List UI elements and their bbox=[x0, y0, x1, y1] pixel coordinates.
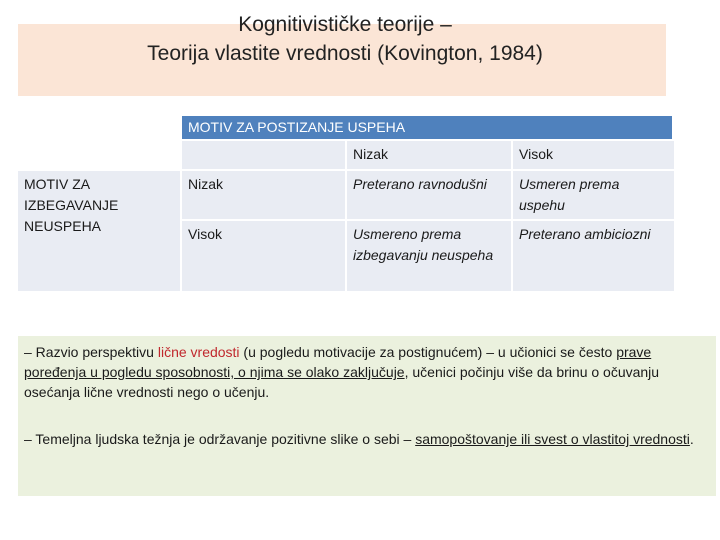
motivation-table bbox=[18, 116, 674, 293]
row-group-label: MOTIV ZA IZBEGAVANJE NEUSPEHA bbox=[18, 171, 182, 293]
slide-title bbox=[0, 10, 690, 68]
title-line-1: Kognitivističke teorije – bbox=[238, 13, 452, 36]
title-line-2: Teorija vlastite vrednosti (Kovington, 1984) bbox=[147, 42, 543, 65]
table-cell: Preterano ambiciozni bbox=[513, 221, 674, 293]
table-cell: Usmeren prema uspehu bbox=[513, 171, 674, 221]
underlined-phrase: samopoštovanje ili svest o vlastitoj vrednosti bbox=[415, 431, 690, 447]
column-corner-cell bbox=[182, 141, 347, 171]
row-label-visok: Visok bbox=[182, 221, 347, 293]
row-label-nizak: Nizak bbox=[182, 171, 347, 221]
paragraph-2: – Temeljna ljudska težnja je održavanje pozitivne slike o sebi – samopoštovanje ili svest o vlastitoj vrednosti. bbox=[24, 431, 694, 447]
table-header: MOTIV ZA POSTIZANJE USPEHA bbox=[182, 116, 674, 141]
column-header-nizak: Nizak bbox=[347, 141, 513, 171]
highlight-licne-vrednosti: lične vredosti bbox=[157, 344, 240, 360]
table-cell: Usmereno prema izbegavanju neuspeha bbox=[347, 221, 513, 293]
column-header-visok: Visok bbox=[513, 141, 674, 171]
paragraph-1: – Razvio perspektivu lične vredosti (u pogledu motivacije za postignućem) – u učionici se često prave poređenja u pogledu sposobnosti, o njima se olako zaključuje, učenici počinju više da brinu o očuvanju osećanja lične vrednosti nego o učenju. bbox=[24, 344, 660, 400]
table-cell: Preterano ravnodušni bbox=[347, 171, 513, 221]
underlined-phrase: prave poređenja u pogledu sposobnosti, o njima se olako zaključuje bbox=[24, 344, 652, 380]
